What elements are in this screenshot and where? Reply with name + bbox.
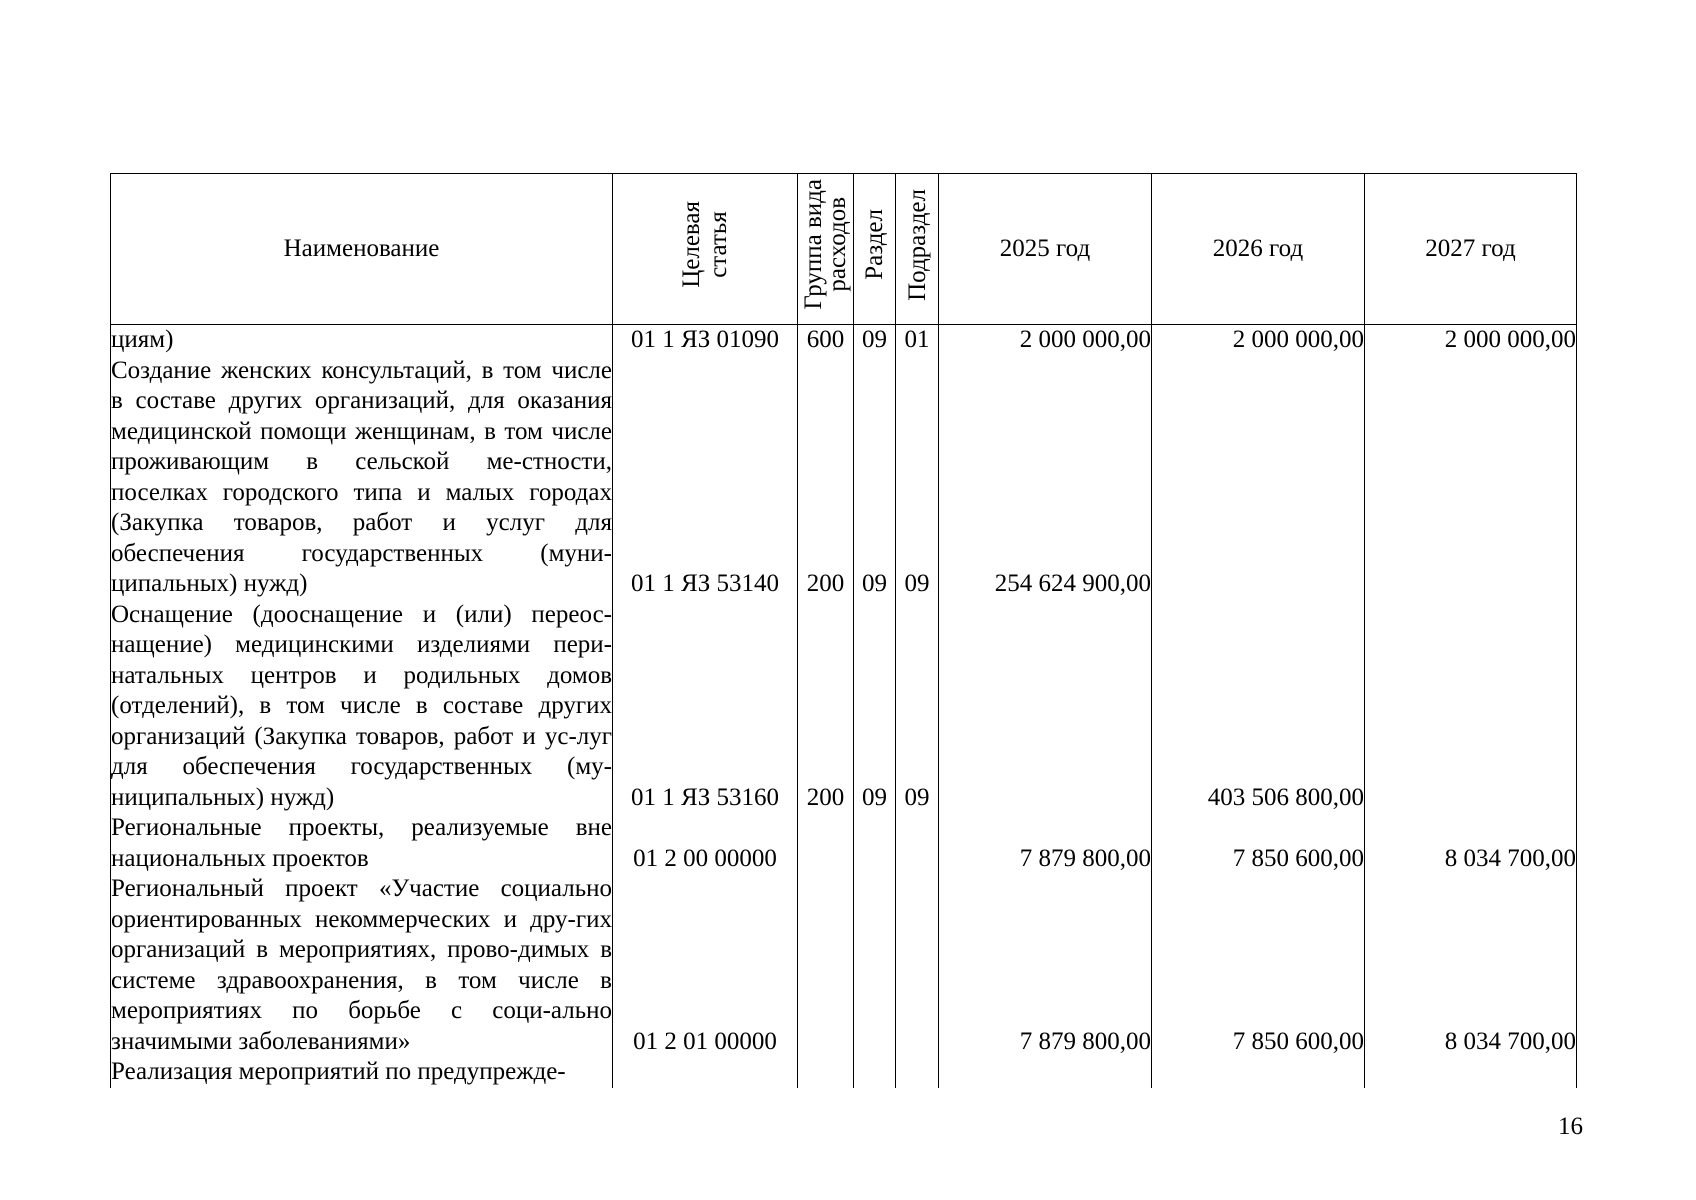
page-number: 16 <box>1558 1113 1583 1140</box>
row-expense-group: 200 <box>798 356 854 600</box>
header-name: Наименование <box>111 174 613 325</box>
row-section: 09 <box>854 600 896 814</box>
row-target-article: 01 1 ЯЗ 53140 <box>613 356 798 600</box>
row-amount-2026: 7 850 600,00 <box>1152 874 1365 1057</box>
row-section <box>854 813 896 874</box>
row-expense-group: 200 <box>798 600 854 814</box>
row-amount-2025: 254 624 900,00 <box>939 356 1152 600</box>
row-subsection <box>896 874 939 1057</box>
row-amount-2026 <box>1152 356 1365 600</box>
row-target-article: 01 2 00 00000 <box>613 813 798 874</box>
row-amount-2027 <box>1365 1057 1577 1088</box>
row-name: Региональные проекты, реализуемые вне национальных проектов <box>111 813 613 874</box>
row-amount-2027 <box>1365 356 1577 600</box>
row-name: Создание женских консультаций, в том числе в составе других организаций, для оказания медицинской помощи женщинам, в том числе проживающим в сельской ме-стности, поселках городского типа и малых городах (Закупка товаров, работ и услуг для обеспечения государственных (муни-ципальных) нужд) <box>111 356 613 600</box>
row-target-article: 01 1 ЯЗ 53160 <box>613 600 798 814</box>
header-2027: 2027 год <box>1365 174 1577 325</box>
row-amount-2025 <box>939 1057 1152 1088</box>
row-amount-2026 <box>1152 1057 1365 1088</box>
row-amount-2025: 7 879 800,00 <box>939 874 1152 1057</box>
table-row <box>111 600 1577 814</box>
header-subsection: Подраздел <box>896 174 939 325</box>
row-amount-2026: 2 000 000,00 <box>1152 325 1365 356</box>
table-row <box>111 1057 1577 1088</box>
row-name: Региональный проект «Участие социально ориентированных некоммерческих и дру-гих организаций в мероприятиях, прово-димых в системе здравоохранения, в том числе в мероприятиях по борьбе с соци-ально значимыми заболеваниями» <box>111 874 613 1057</box>
header-2025: 2025 год <box>939 174 1152 325</box>
row-amount-2027: 8 034 700,00 <box>1365 813 1577 874</box>
row-subsection <box>896 1057 939 1088</box>
table-row <box>111 356 1577 600</box>
header-expense-group: Группа вида расходов <box>798 174 854 325</box>
row-subsection: 09 <box>896 600 939 814</box>
table-row <box>111 874 1577 1057</box>
row-target-article <box>613 1057 798 1088</box>
row-expense-group: 600 <box>798 325 854 356</box>
row-expense-group <box>798 874 854 1057</box>
row-subsection <box>896 813 939 874</box>
row-target-article: 01 1 ЯЗ 01090 <box>613 325 798 356</box>
row-amount-2025: 2 000 000,00 <box>939 325 1152 356</box>
row-expense-group <box>798 813 854 874</box>
row-expense-group <box>798 1057 854 1088</box>
row-amount-2026: 403 506 800,00 <box>1152 600 1365 814</box>
header-target-article: Целевая статья <box>613 174 798 325</box>
row-section: 09 <box>854 356 896 600</box>
row-name: Оснащение (дооснащение и (или) переос-нащение) медицинскими изделиями пери-натальных центров и родильных домов (отделений), в том числе в составе других организаций (Закупка товаров, работ и ус-луг для обеспечения государственных (му-ниципальных) нужд) <box>111 600 613 814</box>
table-row <box>111 325 1577 356</box>
row-amount-2027: 8 034 700,00 <box>1365 874 1577 1057</box>
row-section: 09 <box>854 325 896 356</box>
row-subsection: 01 <box>896 325 939 356</box>
row-target-article: 01 2 01 00000 <box>613 874 798 1057</box>
header-section: Раздел <box>854 174 896 325</box>
row-amount-2025: 7 879 800,00 <box>939 813 1152 874</box>
table-row <box>111 813 1577 874</box>
row-subsection: 09 <box>896 356 939 600</box>
row-section <box>854 874 896 1057</box>
row-amount-2025 <box>939 600 1152 814</box>
row-name: циям) <box>111 325 613 356</box>
row-amount-2027: 2 000 000,00 <box>1365 325 1577 356</box>
row-section <box>854 1057 896 1088</box>
row-amount-2027 <box>1365 600 1577 814</box>
budget-table <box>110 173 1577 1088</box>
row-amount-2026: 7 850 600,00 <box>1152 813 1365 874</box>
row-name: Реализация мероприятий по предупрежде- <box>111 1057 613 1088</box>
table-header <box>111 174 1577 325</box>
header-2026: 2026 год <box>1152 174 1365 325</box>
